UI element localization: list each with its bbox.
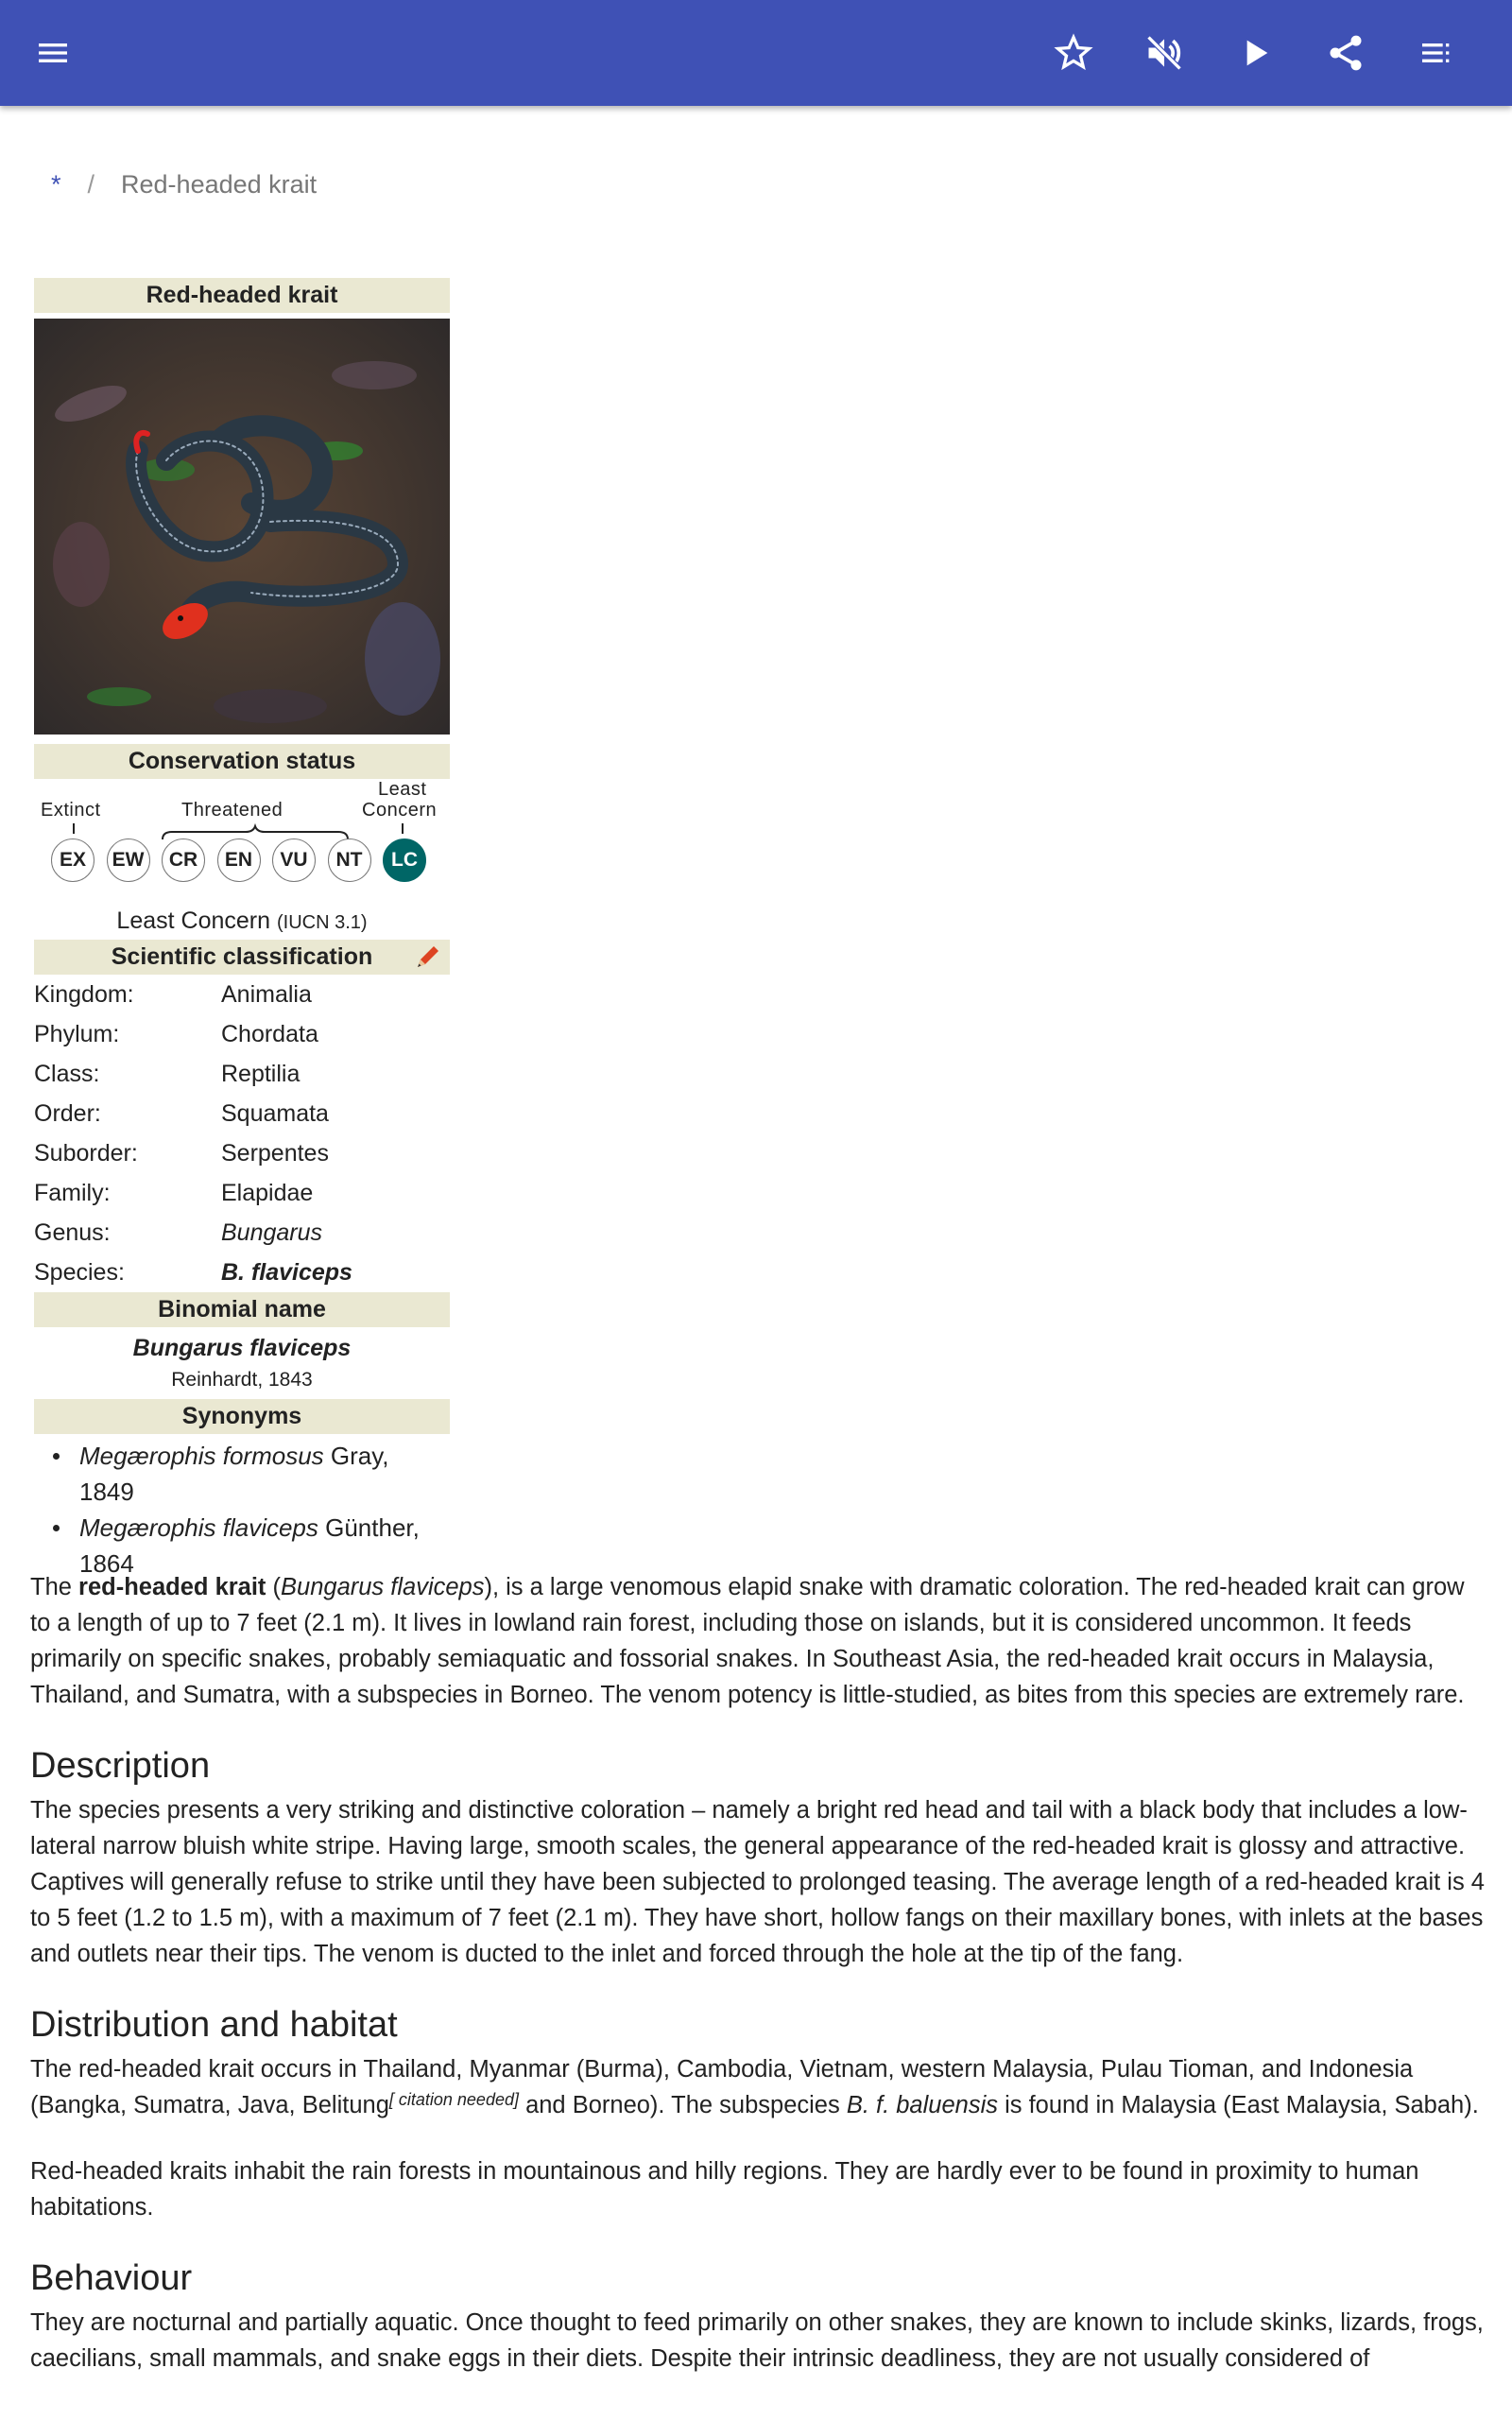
citation-needed-link[interactable]: [ citation needed] [388,2090,519,2109]
section-heading-behaviour: Behaviour [30,2258,193,2298]
conservation-status-header: Conservation status [34,744,450,779]
star-icon [1053,32,1094,74]
rank-label: Genus: [34,1219,111,1246]
infobox-title: Red-headed krait [34,278,450,313]
breadcrumb-home-link[interactable]: * [51,170,61,199]
classification-row [34,1213,450,1253]
rank-label: Family: [34,1180,111,1206]
status-circle-ew: EW [107,838,150,882]
breadcrumb [51,170,317,199]
bookmark-button[interactable] [1047,26,1100,79]
infobox [34,278,450,1582]
share-icon [1325,32,1366,74]
play-button[interactable] [1228,26,1281,79]
rank-value[interactable]: Bungarus [221,1219,323,1246]
classification-title: Scientific classification [111,943,373,970]
classification-row [34,1133,450,1173]
rank-value[interactable]: Serpentes [221,1140,329,1167]
rank-label: Order: [34,1100,101,1127]
status-circle-ex: EX [51,838,94,882]
common-name: red-headed krait [78,1574,266,1600]
rank-label: Class: [34,1061,100,1087]
status-circle-en: EN [217,838,261,882]
binomial-name-header: Binomial name [34,1292,450,1327]
contents-icon [1418,34,1455,72]
play-icon [1236,34,1274,72]
label-concern: Concern [362,800,438,821]
rank-value[interactable]: B. flaviceps [221,1259,352,1286]
rank-label: Phylum: [34,1021,120,1047]
scale-brackets [34,779,450,845]
pencil-edit-icon[interactable] [412,942,442,973]
synonym-author[interactable]: Günther, 1864 [79,1513,420,1578]
synonym-name: Megærophis flaviceps [79,1513,318,1542]
mute-button[interactable] [1138,26,1191,79]
intro-paragraph: The red-headed krait (Bungarus flaviceps), is a large venomous elapid snake with dramatic coloration. The red-headed krait can grow to a length of up to 7 feet (2.1 m). It lives in lowland rain forest, including those on islands, but it is considered uncommon. It feeds primarily on specific snakes, probably semiaquatic and fossorial snakes. In Southeast Asia, the red-headed krait occurs in Malaysia, Thailand, and Sumatra, with a subspecies in Borneo. The venom potency is little-studied, as bites from this species are extremely rare. [30,1574,1465,1708]
synonym-author[interactable]: Gray, 1849 [79,1442,389,1506]
section-heading-description: Description [30,1746,211,1786]
species-name: Bungarus flaviceps [281,1574,485,1600]
conservation-status-scale [34,779,450,902]
classification-row [34,1054,450,1094]
menu-icon [34,34,72,72]
classification-row [34,1014,450,1054]
habitat-paragraph: Red-headed kraits inhabit the rain forests in mountainous and hilly regions. They are hardly ever to be found in proximity to human habitations. [30,2158,1419,2221]
classification-row [34,1094,450,1133]
breadcrumb-separator: / [87,170,95,199]
status-circle-lc: LC [383,838,426,882]
label-threatened: Threatened [181,800,284,821]
share-button[interactable] [1319,26,1372,79]
conservation-status-text [34,902,450,940]
status-source[interactable]: (IUCN 3.1) [276,912,368,933]
binomial-author[interactable]: Reinhardt, 1843 [171,1369,313,1391]
rank-value[interactable]: Reptilia [221,1061,301,1087]
mute-icon [1143,32,1185,74]
binomial-name: Bungarus flaviceps [132,1335,352,1361]
rank-value[interactable]: Squamata [221,1100,329,1127]
label-extinct: Extinct [41,800,101,821]
rank-value[interactable]: Chordata [221,1021,318,1047]
description-paragraph: The species presents a very striking and distinctive coloration – namely a bright red head and tail with a black body that includes a low-lateral narrow bluish white stripe. Having large, smooth scales, the general appearance of the red-headed krait is glossy and attractive. Captives will generally refuse to strike until they have been subjected to prolonged teasing. The average length of a red-headed krait is 4 to 5 feet (1.2 to 1.5 m), with a maximum of 7 feet (2.1 m). They have short, hollow fangs on their maxillary bones, with inlets at the bases and outlets near their tips. The venom is ducted to the inlet and forced through the hole at the tip of the fang. [30,1797,1485,1967]
status-name: Least Concern [116,908,271,934]
distribution-paragraph: The red-headed krait occurs in Thailand, Myanmar (Burma), Cambodia, Vietnam, western Malaysia, Pulau Tioman, and Indonesia (Bangka, Sumatra, Java, Belitung[ citation needed] and Borneo). The subspecies B. f. baluensis is found in Malaysia (East Malaysia, Sabah). [30,2056,1479,2118]
menu-button[interactable] [26,26,79,79]
rank-value[interactable]: Elapidae [221,1180,314,1206]
rank-label: Kingdom: [34,981,134,1008]
synonym-item [34,1438,450,1510]
behaviour-paragraph: They are nocturnal and partially aquatic. Once thought to feed primarily on other snakes, they are known to include skinks, lizards, frogs, caecilians, small mammals, and snake eggs in their diets. Despite their intrinsic deadliness, they are not usually considered of [30,2309,1484,2372]
classification-row [34,1173,450,1213]
synonyms-header: Synonyms [34,1399,450,1434]
classification-row [34,975,450,1014]
classification-row [34,1253,450,1292]
subspecies-name: B. f. baluensis [846,2092,998,2118]
snake-photo[interactable] [34,319,450,735]
synonym-name: Megærophis formosus [79,1442,324,1470]
status-circle-cr: CR [162,838,205,882]
contents-button[interactable] [1410,26,1463,79]
section-heading-distribution: Distribution and habitat [30,2005,398,2045]
scientific-classification-header [34,940,450,975]
rank-value[interactable]: Animalia [221,981,312,1008]
rank-label: Species: [34,1259,125,1286]
status-circle-vu: VU [272,838,316,882]
label-least: Least [378,779,427,800]
breadcrumb-current: Red-headed krait [121,170,318,199]
app-bar [0,0,1512,106]
status-circle-nt: NT [328,838,371,882]
article-body [30,1569,1486,2407]
rank-label: Suborder: [34,1140,138,1167]
synonyms-list [34,1438,450,1582]
